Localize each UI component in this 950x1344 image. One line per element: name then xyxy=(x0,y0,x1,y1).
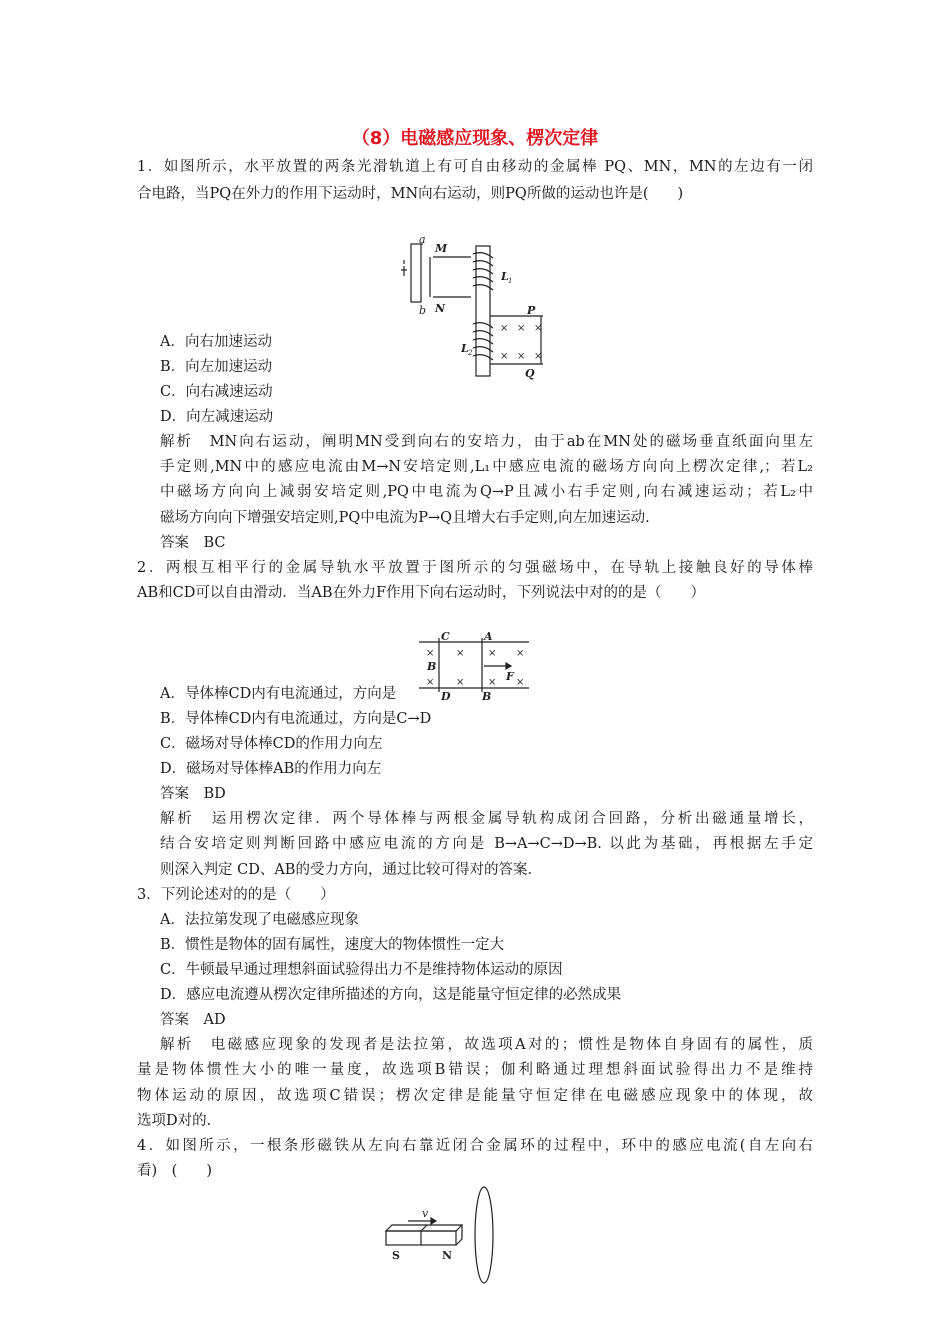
q4-fig-label-N: N xyxy=(442,1249,453,1262)
q2-fig-label-D: D xyxy=(441,690,451,702)
q3-stem: 3．下列论述对的的是（ ） xyxy=(137,887,335,903)
q2-fig-label-F: F xyxy=(506,670,514,683)
q4-figure xyxy=(380,1185,500,1287)
svg-text:×: × xyxy=(516,677,525,688)
svg-text:×: × xyxy=(488,648,497,659)
page-title: （8）电磁感应现象、楞次定律 xyxy=(351,128,599,149)
q4-fig-label-S: S xyxy=(392,1249,400,1262)
q1-fig-label-L1: L xyxy=(501,270,509,283)
q4-stem-line-2: 看) ( ) xyxy=(137,1163,212,1179)
q1-fig-label-M: M xyxy=(435,242,448,255)
q1-stem-line-2: 合电路，当PQ在外力的作用下运动时，MN向右运动，则PQ所做的运动也许是( ) xyxy=(137,186,684,202)
svg-text:×: × xyxy=(500,351,509,362)
svg-text:×: × xyxy=(517,323,526,334)
q2-fig-label-C: C xyxy=(441,630,450,643)
q1-stem-line-1: 1．如图所示，水平放置的两条光滑轨道上有可自由移动的金属棒 PQ、MN，MN的左边有一闭 xyxy=(137,159,813,175)
svg-text:×: × xyxy=(500,323,509,334)
q3-option-b: B．惯性是物体的固有属性，速度大的物体惯性一定大 xyxy=(160,937,505,953)
q2-fig-label-A: A xyxy=(484,630,493,643)
q1-fig-label-a: a xyxy=(419,233,426,246)
q2-option-c: C．磁场对导体棒CD的作用力向左 xyxy=(160,736,383,752)
svg-text:×: × xyxy=(456,648,465,659)
q1-fig-label-L2-sub: 2 xyxy=(468,349,473,357)
q3-analysis-line-2: 量是物体惯性大小的唯一量度，故选项B错误；伽利略通过理想斜面试验得出力不是维持 xyxy=(137,1062,813,1078)
q2-analysis-line-3: 则深入判定 CD、AB的受力方向，通过比较可得对的答案． xyxy=(160,862,542,878)
q1-option-c: C．向右减速运动 xyxy=(160,384,273,400)
q1-analysis-line-3: 中磁场方向向上减弱安培定则,PQ中电流为Q→P且减小右手定则,向右减速运动；若L₂中 xyxy=(160,484,813,500)
q1-fig-label-N: N xyxy=(435,302,446,315)
q1-fig-label-L1-sub: 1 xyxy=(508,277,513,285)
q2-answer: 答案 BD xyxy=(160,786,226,802)
q4-stem-line-1: 4．如图所示，一根条形磁铁从左向右靠近闭合金属环的过程中，环中的感应电流(自左向右 xyxy=(137,1138,813,1154)
svg-text:×: × xyxy=(456,677,465,688)
q1-fig-label-L2: L xyxy=(461,342,469,355)
q2-figure xyxy=(414,630,534,702)
q1-analysis-line-2: 手定则,MN中的感应电流由M→N安培定则,L₁中感应电流的磁场方向向上楞次定律,；若L₂ xyxy=(160,459,813,475)
q3-analysis-line-4: 选项D对的. xyxy=(137,1113,212,1129)
q2-fig-label-B-bottom: B xyxy=(482,690,492,702)
svg-text:×: × xyxy=(488,677,497,688)
svg-text:×: × xyxy=(426,677,435,688)
svg-text:×: × xyxy=(516,648,525,659)
q1-option-b: B．向左加速运动 xyxy=(160,359,273,375)
q1-option-a: A．向右加速运动 xyxy=(160,334,272,350)
q1-fig-label-P: P xyxy=(527,304,536,317)
q2-analysis-line-1: 解析 运用楞次定律．两个导体棒与两根金属导轨构成闭合回路，分析出磁通量增长， xyxy=(160,811,813,827)
q2-stem-line-1: 2．两根互相平行的金属导轨水平放置于图所示的匀强磁场中，在导轨上接触良好的导体棒 xyxy=(137,560,813,576)
q2-stem-line-2: AB和CD可以自由滑动．当AB在外力F作用下向右运动时，下列说法中对的的是（ ） xyxy=(137,585,706,601)
q1-analysis-line-1: 解析 MN向右运动，阐明MN受到向右的安培力，由于ab在MN处的磁场垂直纸面向里左 xyxy=(160,434,813,450)
q1-fig-label-b: b xyxy=(419,304,427,317)
svg-text:×: × xyxy=(517,351,526,362)
q1-fig-label-Q: Q xyxy=(525,367,535,380)
q3-answer: 答案 AD xyxy=(160,1012,226,1028)
q3-option-c: C．牛顿最早通过理想斜面试验得出力不是维持物体运动的原因 xyxy=(160,962,563,978)
q1-option-d: D．向左减速运动 xyxy=(160,409,274,425)
q3-analysis-line-1: 解析 电磁感应现象的发现者是法拉第，故选项A对的；惯性是物体自身固有的属性，质 xyxy=(160,1037,813,1053)
q2-option-d: D．磁场对导体棒AB的作用力向左 xyxy=(160,761,382,777)
q1-analysis-line-4: 磁场方向向下增强安培定则,PQ中电流为P→Q且增大右手定则,向左加速运动. xyxy=(160,510,650,526)
svg-text:×: × xyxy=(534,351,543,362)
svg-text:×: × xyxy=(534,323,543,334)
q2-fig-label-B-left: B xyxy=(427,660,437,673)
q2-option-a: A．导体棒CD内有电流通过，方向是 xyxy=(160,686,397,702)
q3-option-d: D．感应电流遵从楞次定律所描述的方向，这是能量守恒定律的必然成果 xyxy=(160,987,622,1003)
q1-figure xyxy=(395,232,565,380)
svg-text:×: × xyxy=(426,648,435,659)
q3-option-a: A．法拉第发现了电磁感应现象 xyxy=(160,912,359,928)
q1-answer: 答案 BC xyxy=(160,535,226,551)
q2-analysis-line-2: 结合安培定则判断回路中感应电流的方向是 B→A→C→D→B. 以此为基础，再根据左手定 xyxy=(160,836,813,852)
q3-analysis-line-3: 物体运动的原因，故选项C错误；楞次定律是能量守恒定律在电磁感应现象中的体现，故 xyxy=(137,1088,813,1104)
q2-option-b: B．导体棒CD内有电流通过，方向是C→D xyxy=(160,711,432,727)
q4-fig-label-v: v xyxy=(422,1207,429,1220)
